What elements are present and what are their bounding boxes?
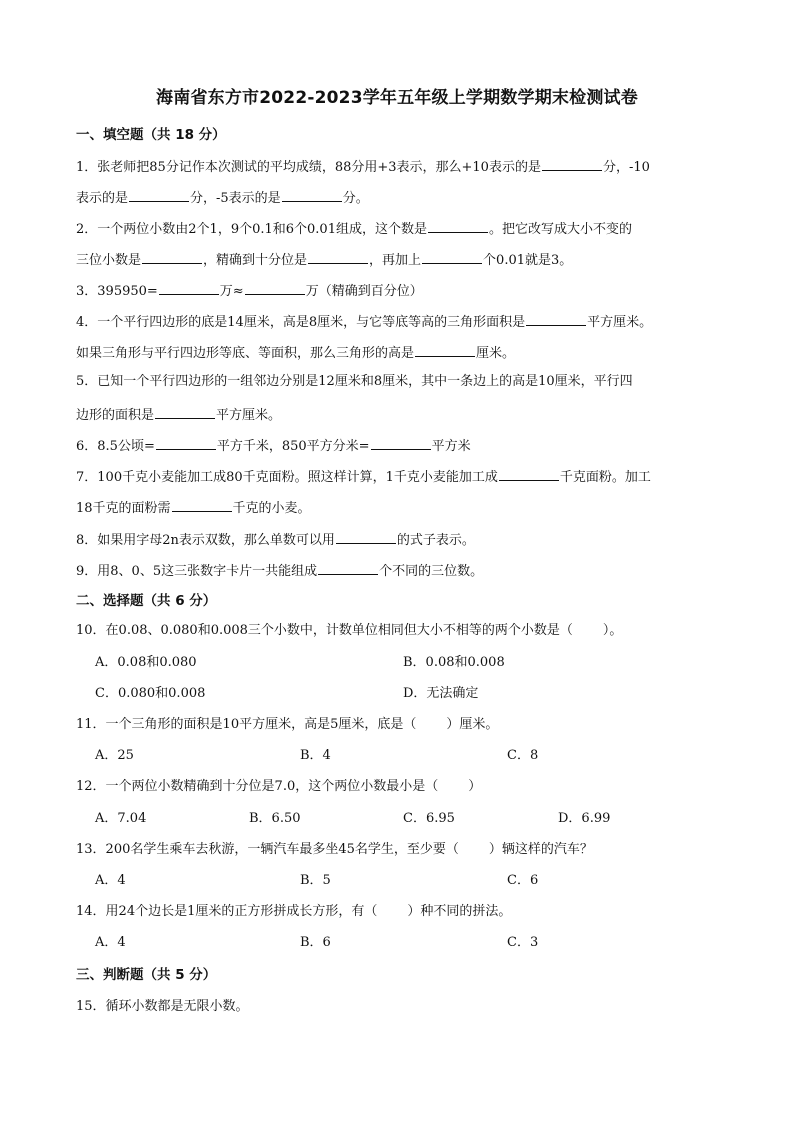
question-12-stem: 12．一个两位小数精确到十分位是7.0，这个两位小数最小是（ ） <box>76 779 482 794</box>
question-10-stem: 10．在0.08、0.080和0.008三个小数中，计数单位相同但大小不相等的两个小数是（ ）。 <box>76 623 623 638</box>
question-14-option-c: C．3 <box>507 935 539 950</box>
question-11-option-b: B．4 <box>300 748 331 763</box>
question-12-option-c: C．6.95 <box>403 811 455 826</box>
answer-blank <box>526 310 586 326</box>
question-11-option-c: C．8 <box>507 748 539 763</box>
answer-blank <box>129 186 189 202</box>
answer-blank <box>318 559 378 575</box>
question-2-line-1: 2．一个两位小数由2个1，9个0.1和6个0.01组成，这个数是 。把它改写成大小不变的 <box>76 217 726 240</box>
question-5-line-1: 5．已知一个平行四边形的一组邻边分别是12厘米和8厘米，其中一条边上的高是10厘米，平行四 <box>76 374 633 389</box>
question-12-option-b: B．6.50 <box>249 811 301 826</box>
question-14-stem: 14．用24个边长是1厘米的正方形拼成长方形，有（ ）种不同的拼法。 <box>76 904 512 919</box>
answer-blank <box>156 434 216 450</box>
question-4-line-1: 4．一个平行四边形的底是14厘米，高是8厘米，与它等底等高的三角形面积是 平方厘米。 <box>76 310 726 333</box>
exam-title: 海南省东方市2022-2023学年五年级上学期数学期末检测试卷 <box>156 88 638 108</box>
question-1-line-1: 1．张老师把85分记作本次测试的平均成绩，88分用+3表示，那么+10表示的是 分，-10 <box>76 155 726 178</box>
question-10-option-c: C．0.080和0.008 <box>95 686 206 701</box>
question-8: 8．如果用字母2n表示双数，那么单数可以用 的式子表示。 <box>76 528 726 551</box>
answer-blank <box>308 248 368 264</box>
answer-blank <box>282 186 342 202</box>
question-5-line-2: 边形的面积是 平方厘米。 <box>76 403 726 426</box>
question-11-stem: 11．一个三角形的面积是10平方厘米，高是5厘米，底是（ ）厘米。 <box>76 717 499 732</box>
question-13-option-c: C．6 <box>507 873 539 888</box>
question-3: 3．395950= 万≈ 万（精确到百分位） <box>76 279 726 302</box>
section-choice-heading: 二、选择题（共 6 分） <box>76 593 217 609</box>
question-11-option-a: A．25 <box>95 748 134 763</box>
question-12-option-d: D．6.99 <box>558 811 611 826</box>
answer-blank <box>542 155 602 171</box>
section-judge-heading: 三、判断题（共 5 分） <box>76 967 217 983</box>
question-13-option-b: B．5 <box>300 873 331 888</box>
question-10-option-d: D．无法确定 <box>403 686 479 701</box>
answer-blank <box>245 279 305 295</box>
question-14-option-a: A．4 <box>95 935 126 950</box>
answer-blank <box>155 403 215 419</box>
question-2-line-2: 三位小数是 ，精确到十分位是 ，再加上 个0.01就是3。 <box>76 248 726 271</box>
answer-blank <box>428 217 488 233</box>
section-fill-heading: 一、填空题（共 18 分） <box>76 127 226 143</box>
question-6: 6．8.5公顷= 平方千米，850平方分米= 平方米 <box>76 434 726 457</box>
question-4-line-2: 如果三角形与平行四边形等底、等面积，那么三角形的高是 厘米。 <box>76 341 726 364</box>
question-14-option-b: B．6 <box>300 935 331 950</box>
question-7-line-1: 7．100千克小麦能加工成80千克面粉。照这样计算，1千克小麦能加工成 千克面粉。加工 <box>76 465 726 488</box>
answer-blank <box>422 248 482 264</box>
question-10-option-a: A．0.08和0.080 <box>95 655 197 670</box>
answer-blank <box>371 434 431 450</box>
answer-blank <box>172 496 232 512</box>
answer-blank <box>142 248 202 264</box>
question-7-line-2: 18千克的面粉需 千克的小麦。 <box>76 496 726 519</box>
question-15-stem: 15．循环小数都是无限小数。 <box>76 999 249 1014</box>
question-10-option-b: B．0.08和0.008 <box>403 655 505 670</box>
question-1-line-2: 表示的是 分，-5表示的是 分。 <box>76 186 726 209</box>
answer-blank <box>415 341 475 357</box>
answer-blank <box>159 279 219 295</box>
question-9: 9．用8、0、5这三张数字卡片一共能组成 个不同的三位数。 <box>76 559 726 582</box>
question-13-stem: 13．200名学生乘车去秋游，一辆汽车最多坐45名学生，至少要（ ）辆这样的汽车？ <box>76 842 593 857</box>
question-13-option-a: A．4 <box>95 873 126 888</box>
answer-blank <box>336 528 396 544</box>
question-12-option-a: A．7.04 <box>95 811 147 826</box>
answer-blank <box>499 465 559 481</box>
